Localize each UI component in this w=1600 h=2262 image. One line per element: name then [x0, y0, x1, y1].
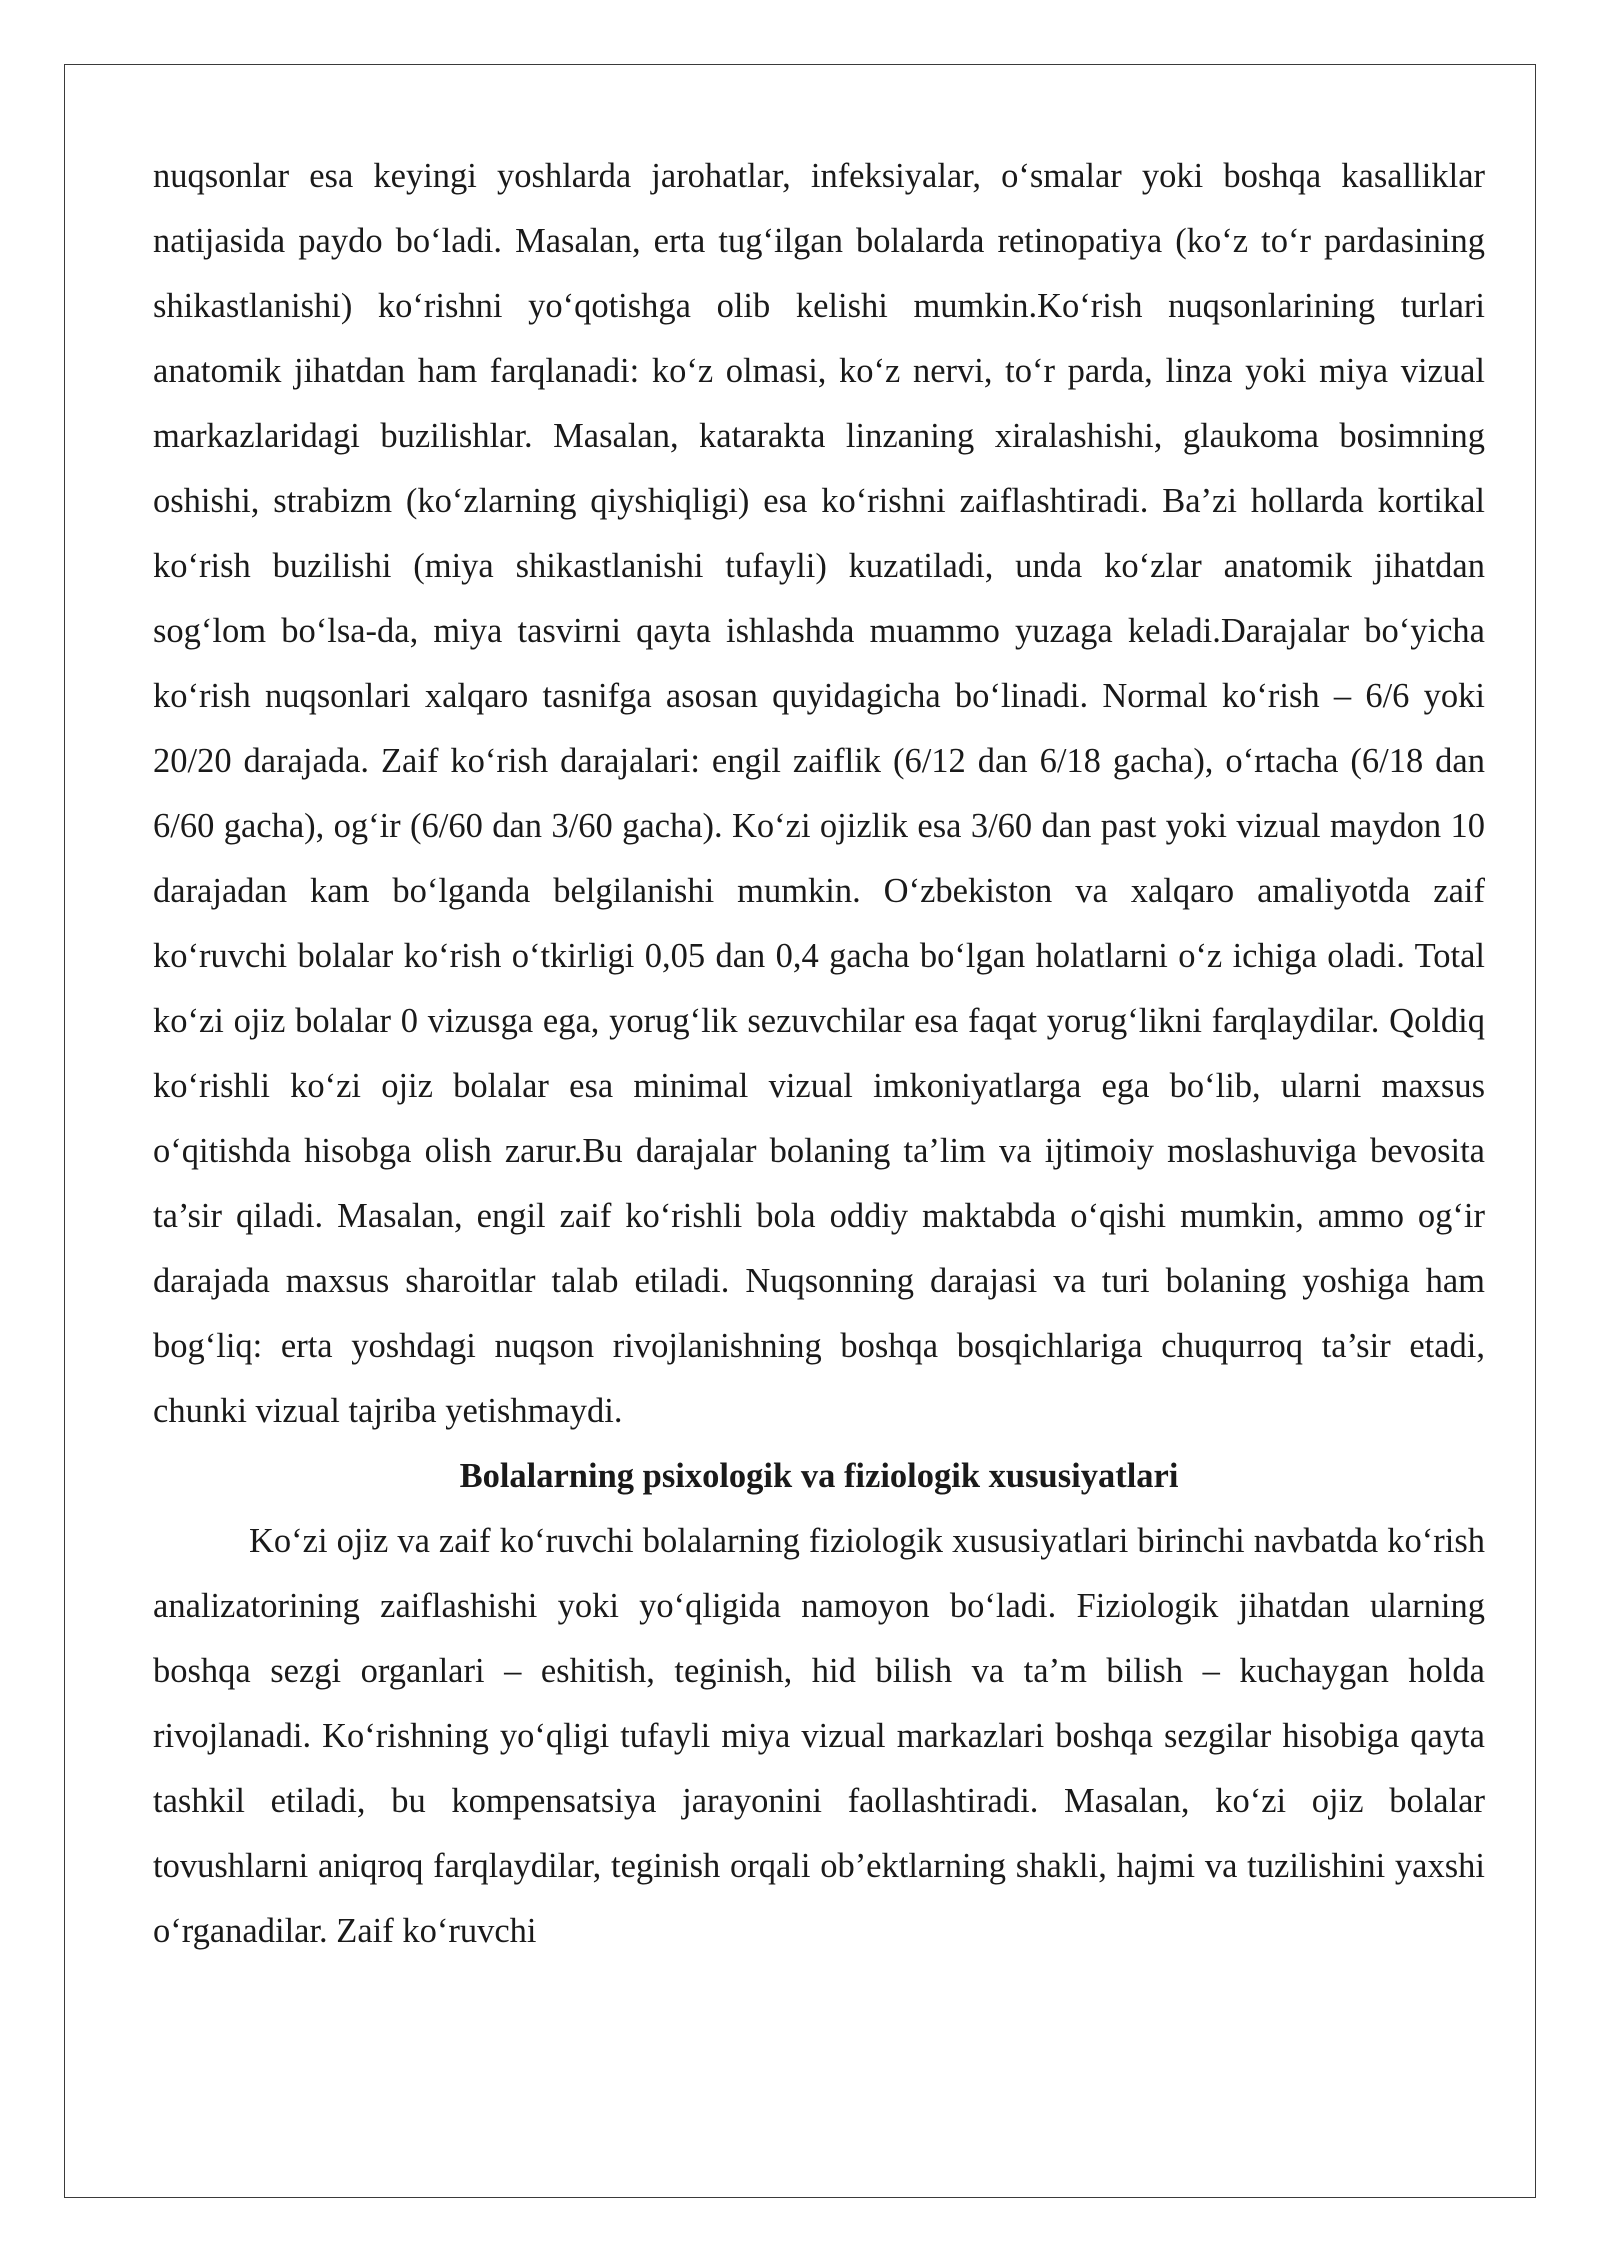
document-body	[153, 144, 1485, 1964]
paragraph: nuqsonlar esa keyingi yoshlarda jarohatlar, infeksiyalar, o‘smalar yoki boshqa kasalliklar natijasida paydo bo‘ladi. Masalan, erta tug‘ilgan bolalarda retinopatiya (ko‘z to‘r pardasining shikastlanishi) ko‘rishni yo‘qotishga olib kelishi mumkin.Ko‘rish nuqsonlarining turlari anatomik jihatdan ham farqlanadi: ko‘z olmasi, ko‘z nervi, to‘r parda, linza yoki miya vizual markazlaridagi buzilishlar. Masalan, katarakta linzaning xiralashishi, glaukoma bosimning oshishi, strabizm (ko‘zlarning qiyshiqligi) esa ko‘rishni zaiflashtiradi. Ba’zi hollarda kortikal ko‘rish buzilishi (miya shikastlanishi tufayli) kuzatiladi, unda ko‘zlar anatomik jihatdan sog‘lom bo‘lsa-da, miya tasvirni qayta ishlashda muammo yuzaga keladi.Darajalar bo‘yicha ko‘rish nuqsonlari xalqaro tasnifga asosan quyidagicha bo‘linadi. Normal ko‘rish – 6/6 yoki 20/20 darajada. Zaif ko‘rish darajalari: engil zaiflik (6/12 dan 6/18 gacha), o‘rtacha (6/18 dan 6/60 gacha), og‘ir (6/60 dan 3/60 gacha). Ko‘zi ojizlik esa 3/60 dan past yoki vizual maydon 10 darajadan kam bo‘lganda belgilanishi mumkin. O‘zbekiston va xalqaro amaliyotda zaif ko‘ruvchi bolalar ko‘rish o‘tkirligi 0,05 dan 0,4 gacha bo‘lgan holatlarni o‘z ichiga oladi. Total ko‘zi ojiz bolalar 0 vizusga ega, yorug‘lik sezuvchilar esa faqat yorug‘likni farqlaydilar. Qoldiq ko‘rishli ko‘zi ojiz bolalar esa minimal vizual imkoniyatlarga ega bo‘lib, ularni maxsus o‘qitishda hisobga olish zarur.Bu darajalar bolaning ta’lim va ijtimoiy moslashuviga bevosita ta’sir qiladi. Masalan, engil zaif ko‘rishli bola oddiy maktabda o‘qishi mumkin, ammo og‘ir darajada maxsus sharoitlar talab etiladi. Nuqsonning darajasi va turi bolaning yoshiga ham bog‘liq: erta yoshdagi nuqson rivojlanishning boshqa bosqichlariga chuqurroq ta’sir etadi, chunki vizual tajriba yetishmaydi.	[153, 157, 1485, 1430]
section-heading: Bolalarning psixologik va fiziologik xususiyatlari	[459, 1457, 1179, 1495]
paragraph: Ko‘zi ojiz va zaif ko‘ruvchi bolalarning fiziologik xususiyatlari birinchi navbatda ko‘rish analizatorining zaiflashishi yoki yo‘qligida namoyon bo‘ladi. Fiziologik jihatdan ularning boshqa sezgi organlari – eshitish, teginish, hid bilish va ta’m bilish – kuchaygan holda rivojlanadi. Ko‘rishning yo‘qligi tufayli miya vizual markazlari boshqa sezgilar hisobiga qayta tashkil etiladi, bu kompensatsiya jarayonini faollashtiradi. Masalan, ko‘zi ojiz bolalar tovushlarni aniqroq farqlaydilar, teginish orqali ob’ektlarning shakli, hajmi va tuzilishini yaxshi o‘rganadilar. Zaif ko‘ruvchi	[153, 1522, 1485, 1950]
